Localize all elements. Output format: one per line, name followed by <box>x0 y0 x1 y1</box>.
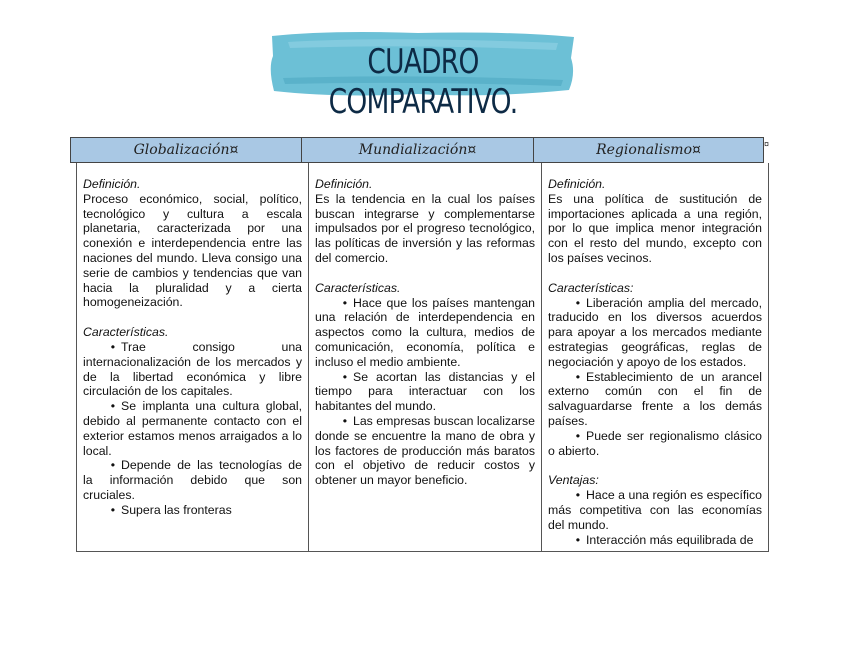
column-mundializacion <box>309 163 542 551</box>
features-label: Características: <box>548 280 634 295</box>
definition-text: Es una política de sustitución de importaciones aplicada a una región, por lo que implica menor integración con el resto del mundo, excepto con los países vecinos. <box>548 191 762 265</box>
features-list <box>548 296 762 459</box>
list-item: • Puede ser regionalismo clásico o abierto. <box>548 428 762 458</box>
list-item: • Interacción más equilibrada de <box>575 532 754 547</box>
definition-label: Definición. <box>315 177 373 191</box>
header-mundializacion: Mundialización¤ <box>302 138 534 162</box>
list-item: • Hace a una región es específico más competitiva con las economías del mundo. <box>548 488 762 532</box>
list-item: • Establecimiento de un arancel externo común con el fin de salvaguardarse frente a los demás países. <box>548 369 762 428</box>
advantages-list <box>548 488 762 547</box>
list-item: • Se implanta una cultura global, debido al permanente contacto con el exterior estamos menos arraigados a lo local. <box>83 399 302 458</box>
list-item: • Trae consigo una internacionalización de los mercados y de la libertad económica y libre circulación de los capitales. <box>83 339 302 399</box>
definition-label: Definición. <box>548 177 606 191</box>
list-item: • Las empresas buscan localizarse donde se encuentre la mano de obra y los factores de producción más baratos con el objetivo de reducir costos y obtener un mayor beneficio. <box>315 413 535 488</box>
list-item: • Se acortan las distancias y el tiempo para interactuar con los habitantes del mundo. <box>315 369 535 414</box>
features-list <box>83 340 302 518</box>
definition-text: Es la tendencia en la cual los países buscan integrarse y complementarse impulsados por el progreso tecnológico, las políticas de inversión y las reformas del comercio. <box>315 191 535 265</box>
list-item: • Liberación amplia del mercado, traducido en los diversos acuerdos para apoyar a los mercados mediante estrategias geográficas, reglas de negociación y apoyo de los estados. <box>548 295 762 369</box>
definition-text: Proceso económico, social, político, tecnológico y cultura a escala planetaria, caracterizada por una conexión e interdependencia entre las naciones del mundo. Lleva consigo una serie de cambios y tendencias que van hacia la pluralidad y a cierta homogeneización. <box>83 191 302 310</box>
advantages-label: Ventajas: <box>548 473 599 488</box>
column-regionalismo <box>542 163 769 551</box>
features-list <box>315 296 535 488</box>
features-label: Características. <box>83 325 169 340</box>
header-regionalismo: Regionalismo¤ <box>596 142 701 158</box>
list-item: • Supera las fronteras <box>110 502 232 517</box>
definition-label: Definición. <box>83 177 141 191</box>
header-globalizacion: Globalización¤ <box>71 138 302 162</box>
page-title: CUADRO COMPARATIVO. <box>328 42 518 122</box>
table-body-row <box>76 163 769 552</box>
features-label: Características. <box>315 280 401 295</box>
title-banner <box>268 28 578 122</box>
list-item: • Hace que los países mantengan una relación de interdependencia en aspectos como la cultura, medios de comunicación, economía, política e incluso el medio ambiente. <box>315 295 535 369</box>
table-header-row <box>70 137 764 163</box>
row-end-marker: ¤ <box>764 139 770 149</box>
list-item: • Depende de las tecnologías de la información debido que son cruciales. <box>83 458 302 502</box>
column-globalizacion <box>77 163 309 551</box>
